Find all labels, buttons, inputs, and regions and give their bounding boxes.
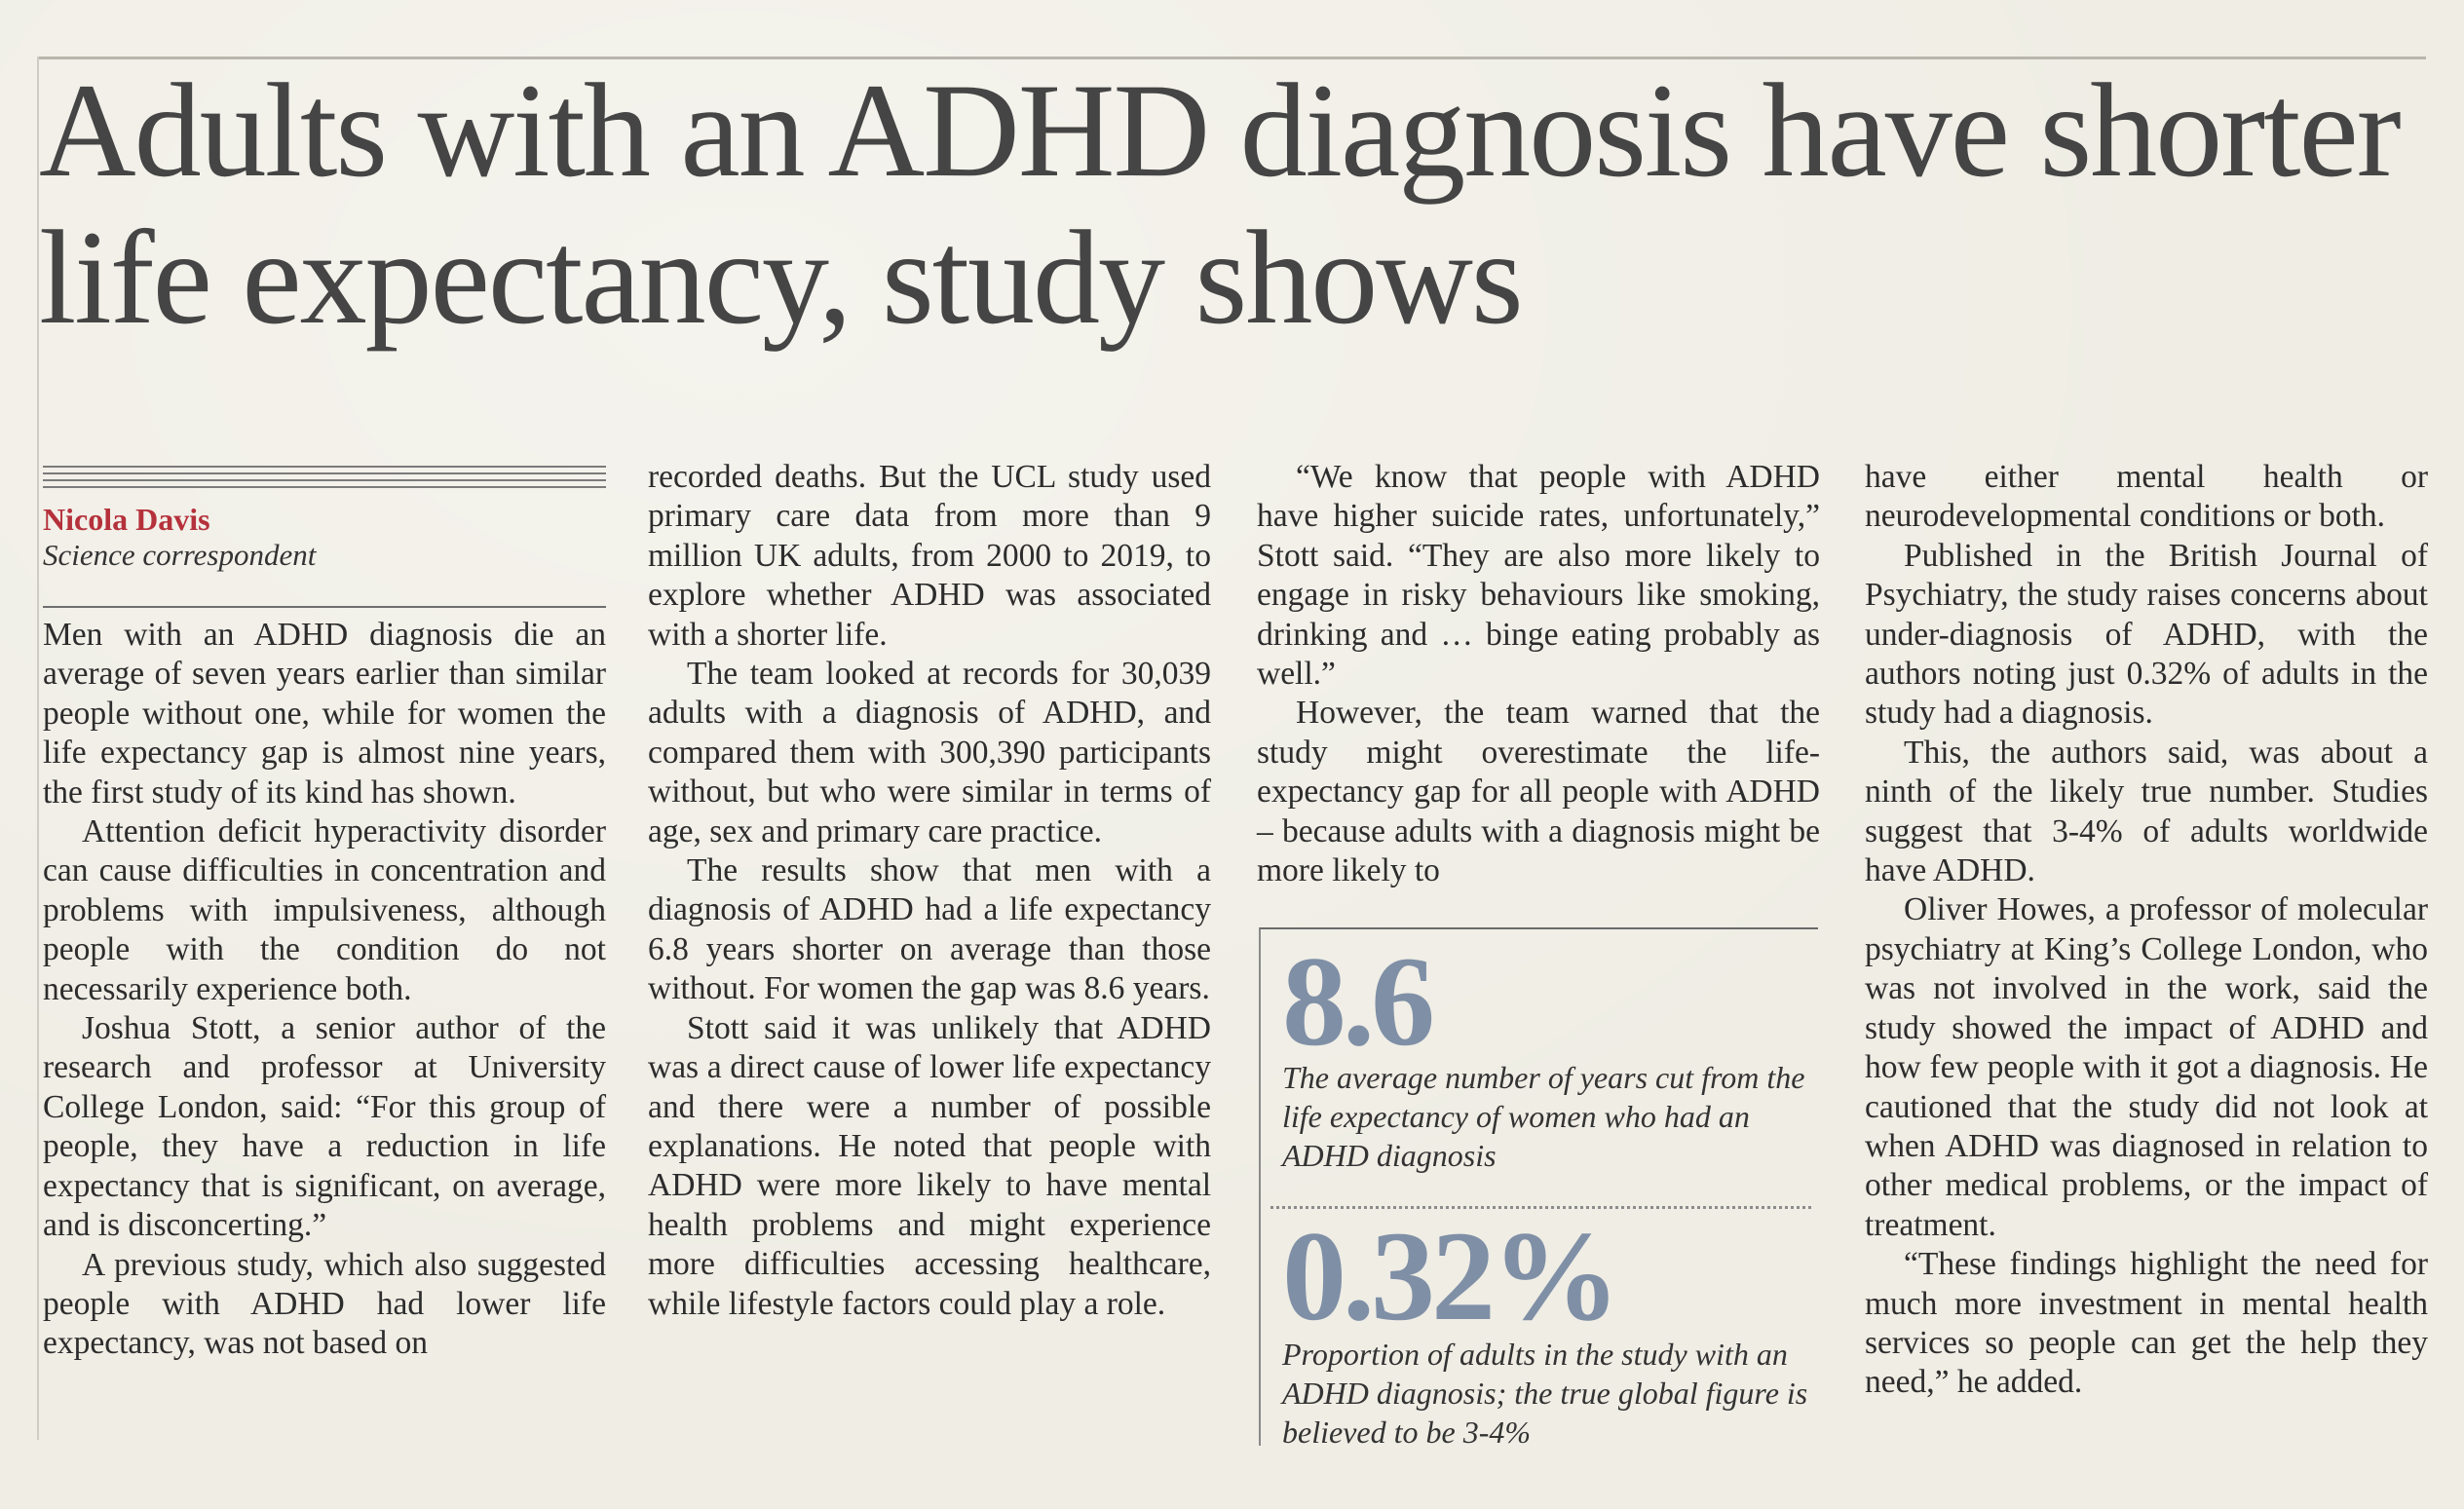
author-role: Science correspondent (43, 538, 317, 572)
headline: Adults with an ADHD diagnosis have shorter life expectancy, study shows (39, 56, 2400, 352)
stat-years-caption: The average number of years cut from the life expectancy of women who had an ADHD diagnosis (1282, 1060, 1805, 1173)
stat-percent-caption: Proportion of adults in the study with an ADHD diagnosis; the true global figure is believed to be 3-4% (1282, 1337, 1808, 1450)
stat-years: 8.6 (1282, 929, 1431, 1073)
stat-factbox (1259, 927, 1818, 1450)
paragraph: However, the team warned that the study might overestimate the life-expectancy gap for all people with ADHD – because adults with a diagnosis might be more likely to (1257, 695, 1820, 889)
author-name: Nicola Davis (43, 502, 210, 537)
paragraph: have either mental health or neurodevelopmental conditions or both. (1865, 459, 2428, 535)
paragraph: The results show that men with a diagnosis of ADHD had a life expectancy 6.8 years shorter on average than those without. For women the gap was 8.6 years. (648, 852, 1211, 1007)
paragraph: This, the authors said, was about a ninth of the likely true number. Studies suggest that 3-4% of adults worldwide have ADHD. (1865, 734, 2428, 889)
paragraph: Stott said it was unlikely that ADHD was a direct cause of lower life expectancy and there were a number of possible explanations. He noted that people with ADHD were more likely to have mental health problems and might experience more difficulties accessing healthcare, while lifestyle factors could play a role. (648, 1009, 1211, 1322)
column-1 (43, 616, 606, 1364)
paragraph: The team looked at records for 30,039 adults with a diagnosis of ADHD, and compared them with 300,390 participants without, but who were similar in terms of age, sex and primary care practice. (648, 656, 1211, 849)
column-4 (1865, 458, 2428, 1403)
paragraph: Oliver Howes, a professor of molecular psychiatry at King’s College London, who was not involved in the work, said the study showed the impact of ADHD and how few people with it got a diagnosis. He cautioned that the study did not look at when ADHD was diagnosed in relation to other medical problems, or the impact of treatment. (1865, 891, 2428, 1243)
paragraph: recorded deaths. But the UCL study used primary care data from more than 9 million UK adults, from 2000 to 2019, to explore whether ADHD was associated with a shorter life. (648, 459, 1211, 653)
paragraph: Men with an ADHD diagnosis die an average of seven years earlier than similar people without one, while for women the life expectancy gap is almost nine years, the first study of its kind has shown. (43, 617, 606, 811)
byline-divider (43, 606, 606, 608)
stat-percent: 0.32% (1282, 1204, 1616, 1347)
column-3 (1257, 458, 1820, 890)
paragraph: Attention deficit hyperactivity disorder can cause difficulties in concentration and problems with impulsiveness, although people with the condition do not necessarily experience both. (43, 813, 606, 1007)
paragraph: “We know that people with ADHD have higher suicide rates, unfortunately,” Stott said. “They are also more likely to engage in risky behaviours like smoking, drinking and … binge eating probably as well.” (1257, 459, 1820, 693)
paragraph: “These findings highlight the need for much more investment in mental health services so people can get the help they need,” he added. (1865, 1246, 2428, 1401)
byline-rules (43, 466, 606, 491)
paragraph: Joshua Stott, a senior author of the research and professor at University College London, said: “For this group of people, they have a reduction in life expectancy that is significant, on average, and is disconcerting.” (43, 1010, 606, 1244)
paragraph: Published in the British Journal of Psychiatry, the study raises concerns about under-diagnosis of ADHD, with the authors noting just 0.32% of adults in the study had a diagnosis. (1865, 537, 2428, 732)
column-2 (648, 458, 1211, 1324)
paragraph: A previous study, which also suggested people with ADHD had lower life expectancy, was not based on (43, 1246, 606, 1362)
